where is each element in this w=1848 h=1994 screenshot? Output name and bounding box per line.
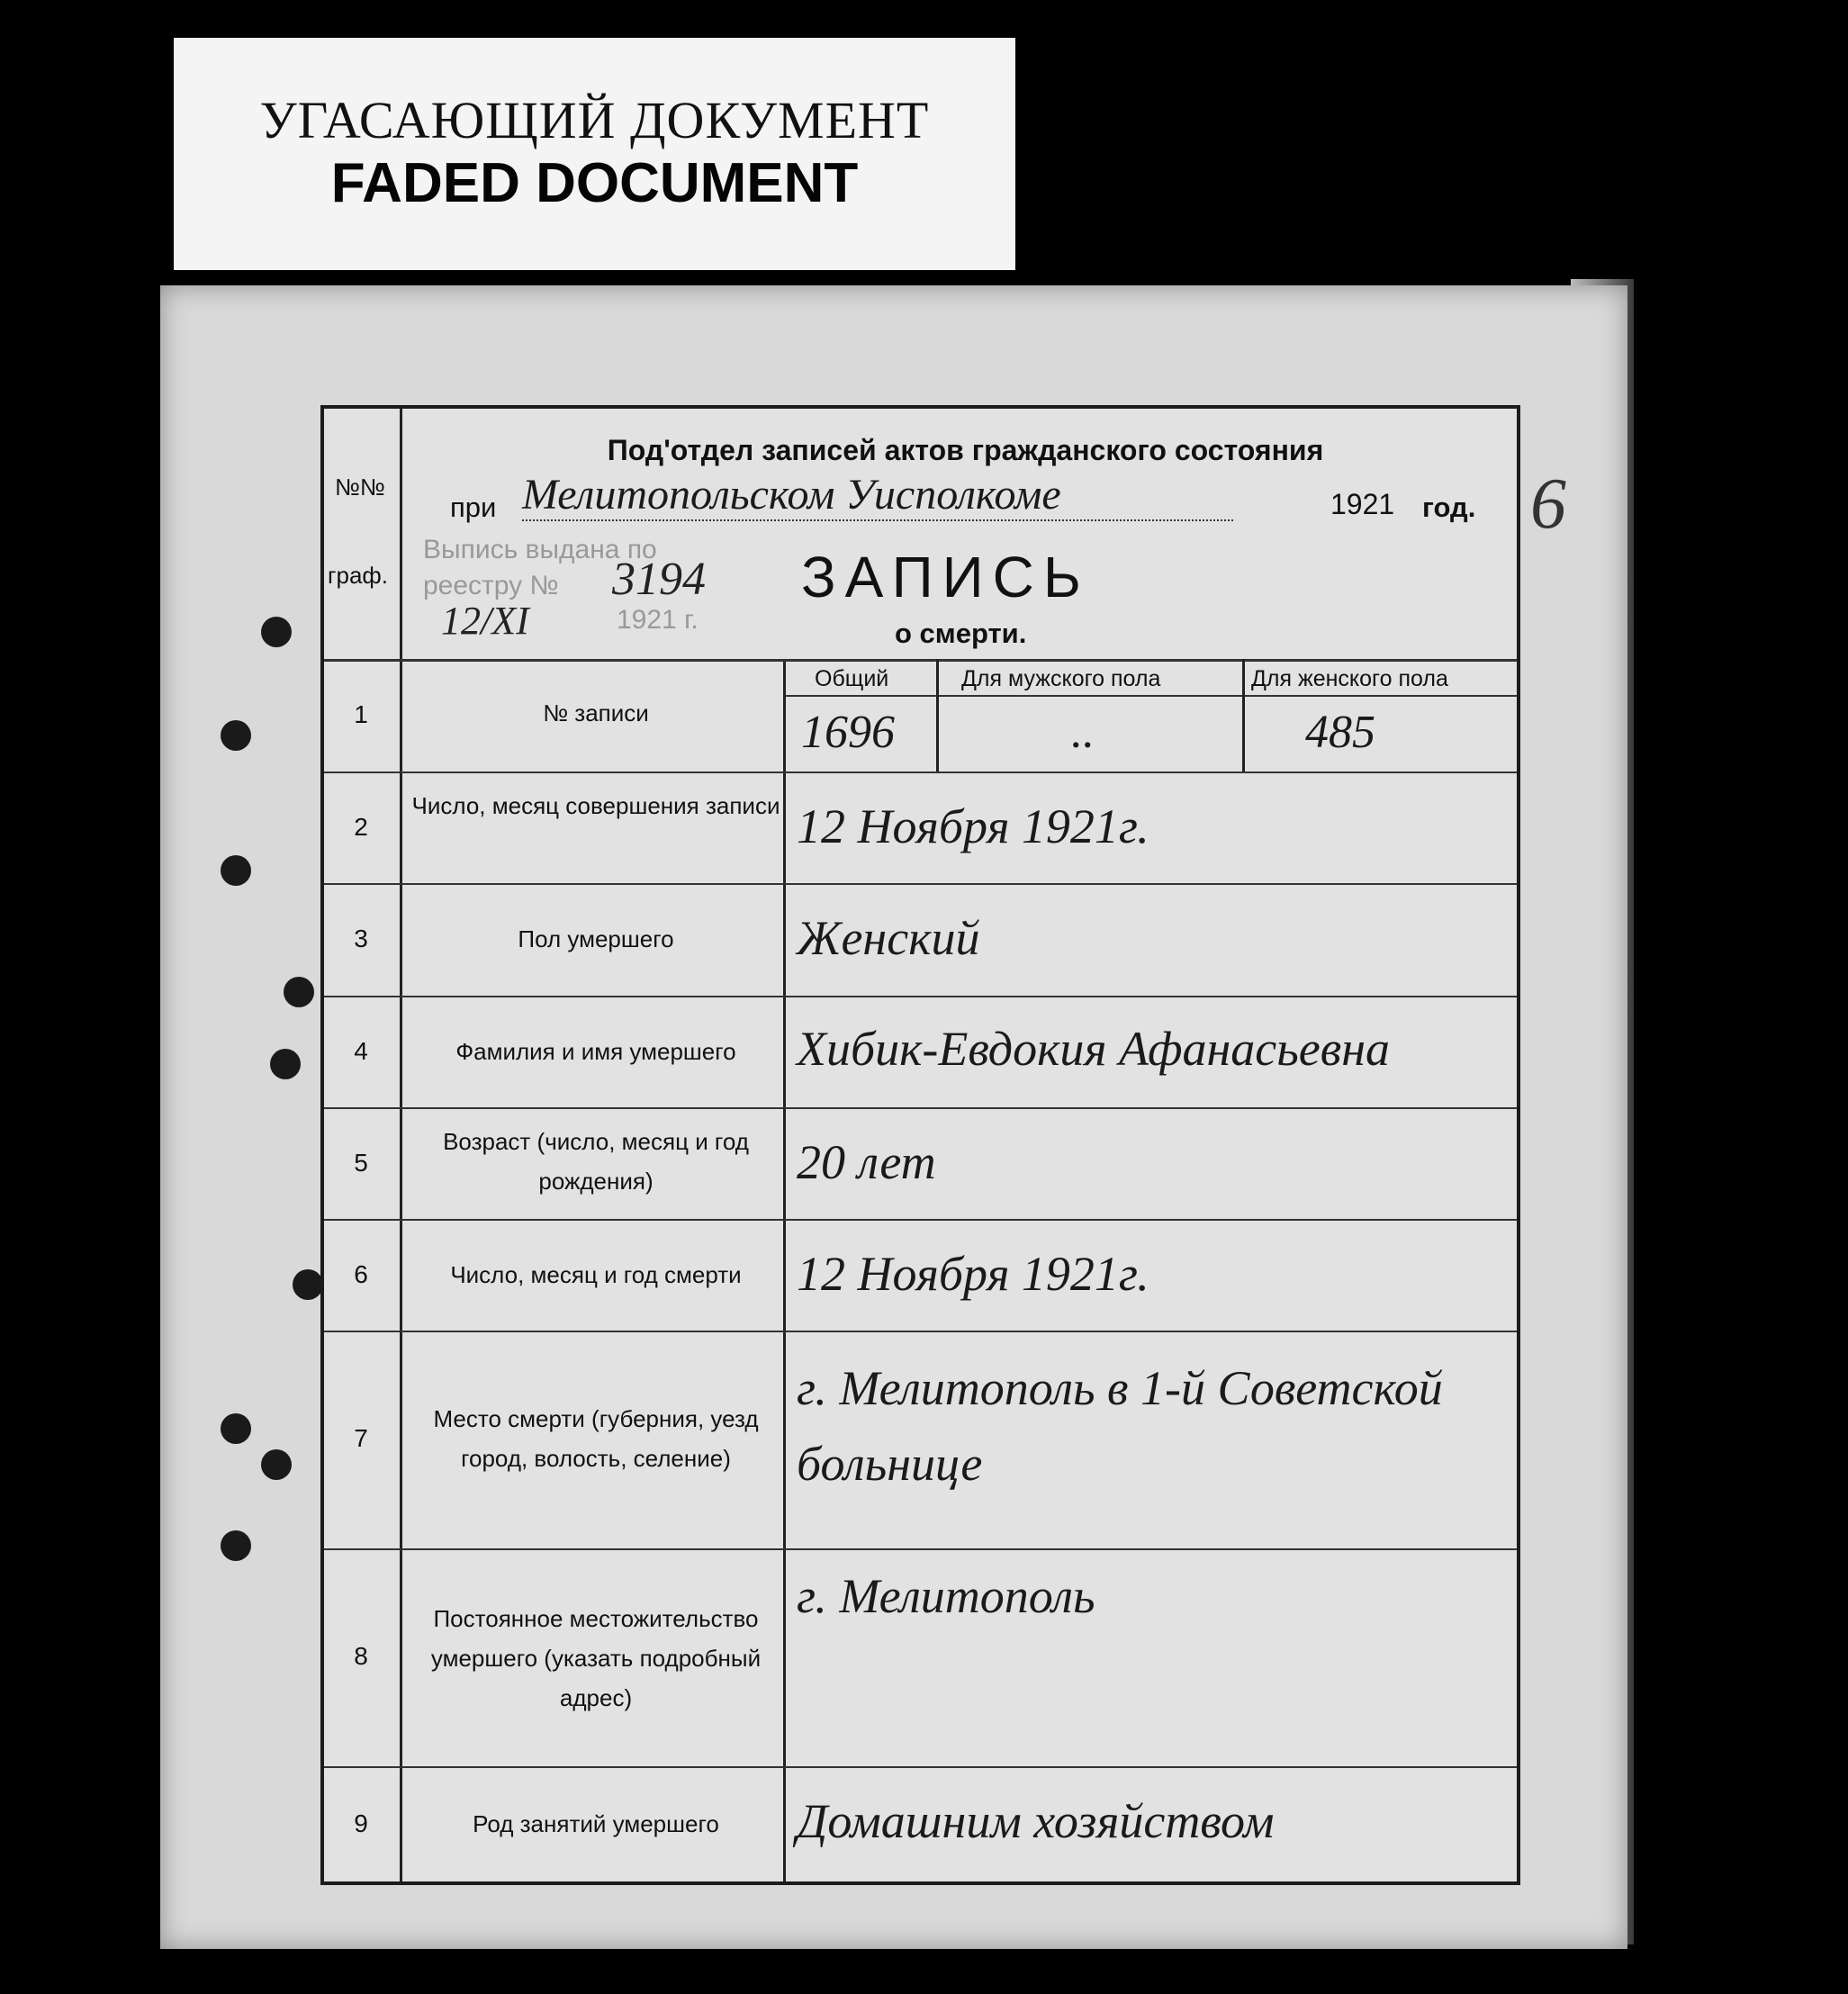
faded-stamp-line2: реестру № (423, 571, 559, 600)
form-year: 1921 (1330, 488, 1395, 520)
binding-hole (221, 1413, 251, 1444)
row-label: Фамилия и имя умершего (455, 1038, 736, 1065)
row-value: Женский (797, 911, 980, 965)
row-4 (324, 996, 1517, 1107)
row-label: Место смерти (губерния, уезд город, волость, селение) (433, 1405, 759, 1472)
record-heading: ЗАПИСЬ (801, 545, 1090, 609)
subheader-male: Для мужского пола (961, 666, 1161, 691)
row-label: Число, месяц и год смерти (450, 1261, 742, 1288)
row-label: Число, месяц совершения записи (411, 792, 780, 819)
row-1 (324, 659, 1517, 771)
binding-hole (270, 1049, 301, 1079)
registry-date-handwritten: 12/XI (441, 599, 529, 643)
row-number: 7 (354, 1424, 368, 1452)
row-7 (324, 1331, 1517, 1548)
registry-number-handwritten: 3194 (612, 554, 706, 605)
row-value: 12 Ноября 1921г. (797, 799, 1149, 853)
margin-handwritten-number: 6 (1530, 465, 1566, 544)
row-8 (324, 1548, 1517, 1766)
row-value: г. Мелитополь (797, 1569, 1095, 1623)
faded-document-label (174, 38, 1015, 270)
row-label: Возраст (число, месяц и год рождения) (443, 1128, 749, 1195)
row-9 (324, 1766, 1517, 1885)
faded-stamp-line1: Выпись выдана по (423, 535, 657, 564)
row-number: 3 (354, 925, 368, 952)
issuing-authority-handwritten: Мелитопольском Уисполкоме (522, 470, 1233, 521)
binding-hole (261, 1449, 292, 1480)
row-number: 1 (354, 700, 368, 728)
row-number: 5 (354, 1149, 368, 1177)
form-title: Под'отдел записей актов гражданского состояния (607, 434, 1324, 466)
binding-hole (221, 1530, 251, 1561)
row-number: 9 (354, 1809, 368, 1837)
column-numbers-label: №№ (335, 474, 385, 501)
subheader-female: Для женского пола (1251, 666, 1448, 691)
subheader-total: Общий (815, 666, 889, 691)
row-label: Пол умершего (518, 925, 674, 952)
row-number: 4 (354, 1037, 368, 1065)
row-5 (324, 1107, 1517, 1219)
row-value: 20 лет (797, 1135, 936, 1189)
record-number-male: .. (1071, 707, 1095, 758)
row-value: Домашним хозяйством (797, 1794, 1275, 1848)
row-label: Род занятий умершего (473, 1810, 719, 1837)
pri-label: при (450, 492, 497, 523)
binding-hole (221, 855, 251, 886)
row-label: Постоянное местожительство умершего (указать подробный адрес) (430, 1605, 762, 1711)
row-value: 12 Ноября 1921г. (797, 1247, 1149, 1301)
row-label: № записи (543, 699, 649, 726)
label-english: FADED DOCUMENT (330, 152, 859, 214)
row-2 (324, 771, 1517, 883)
year-suffix: год. (1422, 492, 1476, 523)
row-number: 2 (354, 813, 368, 841)
faded-stamp-year: 1921 г. (617, 605, 699, 635)
death-record-form (320, 405, 1520, 1885)
row-6 (324, 1219, 1517, 1331)
row-3 (324, 883, 1517, 996)
record-number-female: 485 (1305, 707, 1375, 758)
row-value: г. Мелитополь в 1-й Советской больнице (797, 1361, 1443, 1491)
row-value: Хибик-Евдокия Афанасьевна (797, 1022, 1390, 1076)
row-number: 6 (354, 1260, 368, 1288)
column-graf-label: граф. (328, 562, 389, 589)
binding-hole (293, 1269, 323, 1300)
binding-hole (221, 720, 251, 751)
row-number: 8 (354, 1642, 368, 1670)
record-subheading: о смерти. (895, 618, 1027, 649)
label-russian: УГАСАЮЩИЙ ДОКУМЕНТ (259, 91, 930, 149)
binding-hole (284, 977, 314, 1007)
binding-hole (261, 617, 292, 647)
record-number-total: 1696 (801, 707, 895, 758)
